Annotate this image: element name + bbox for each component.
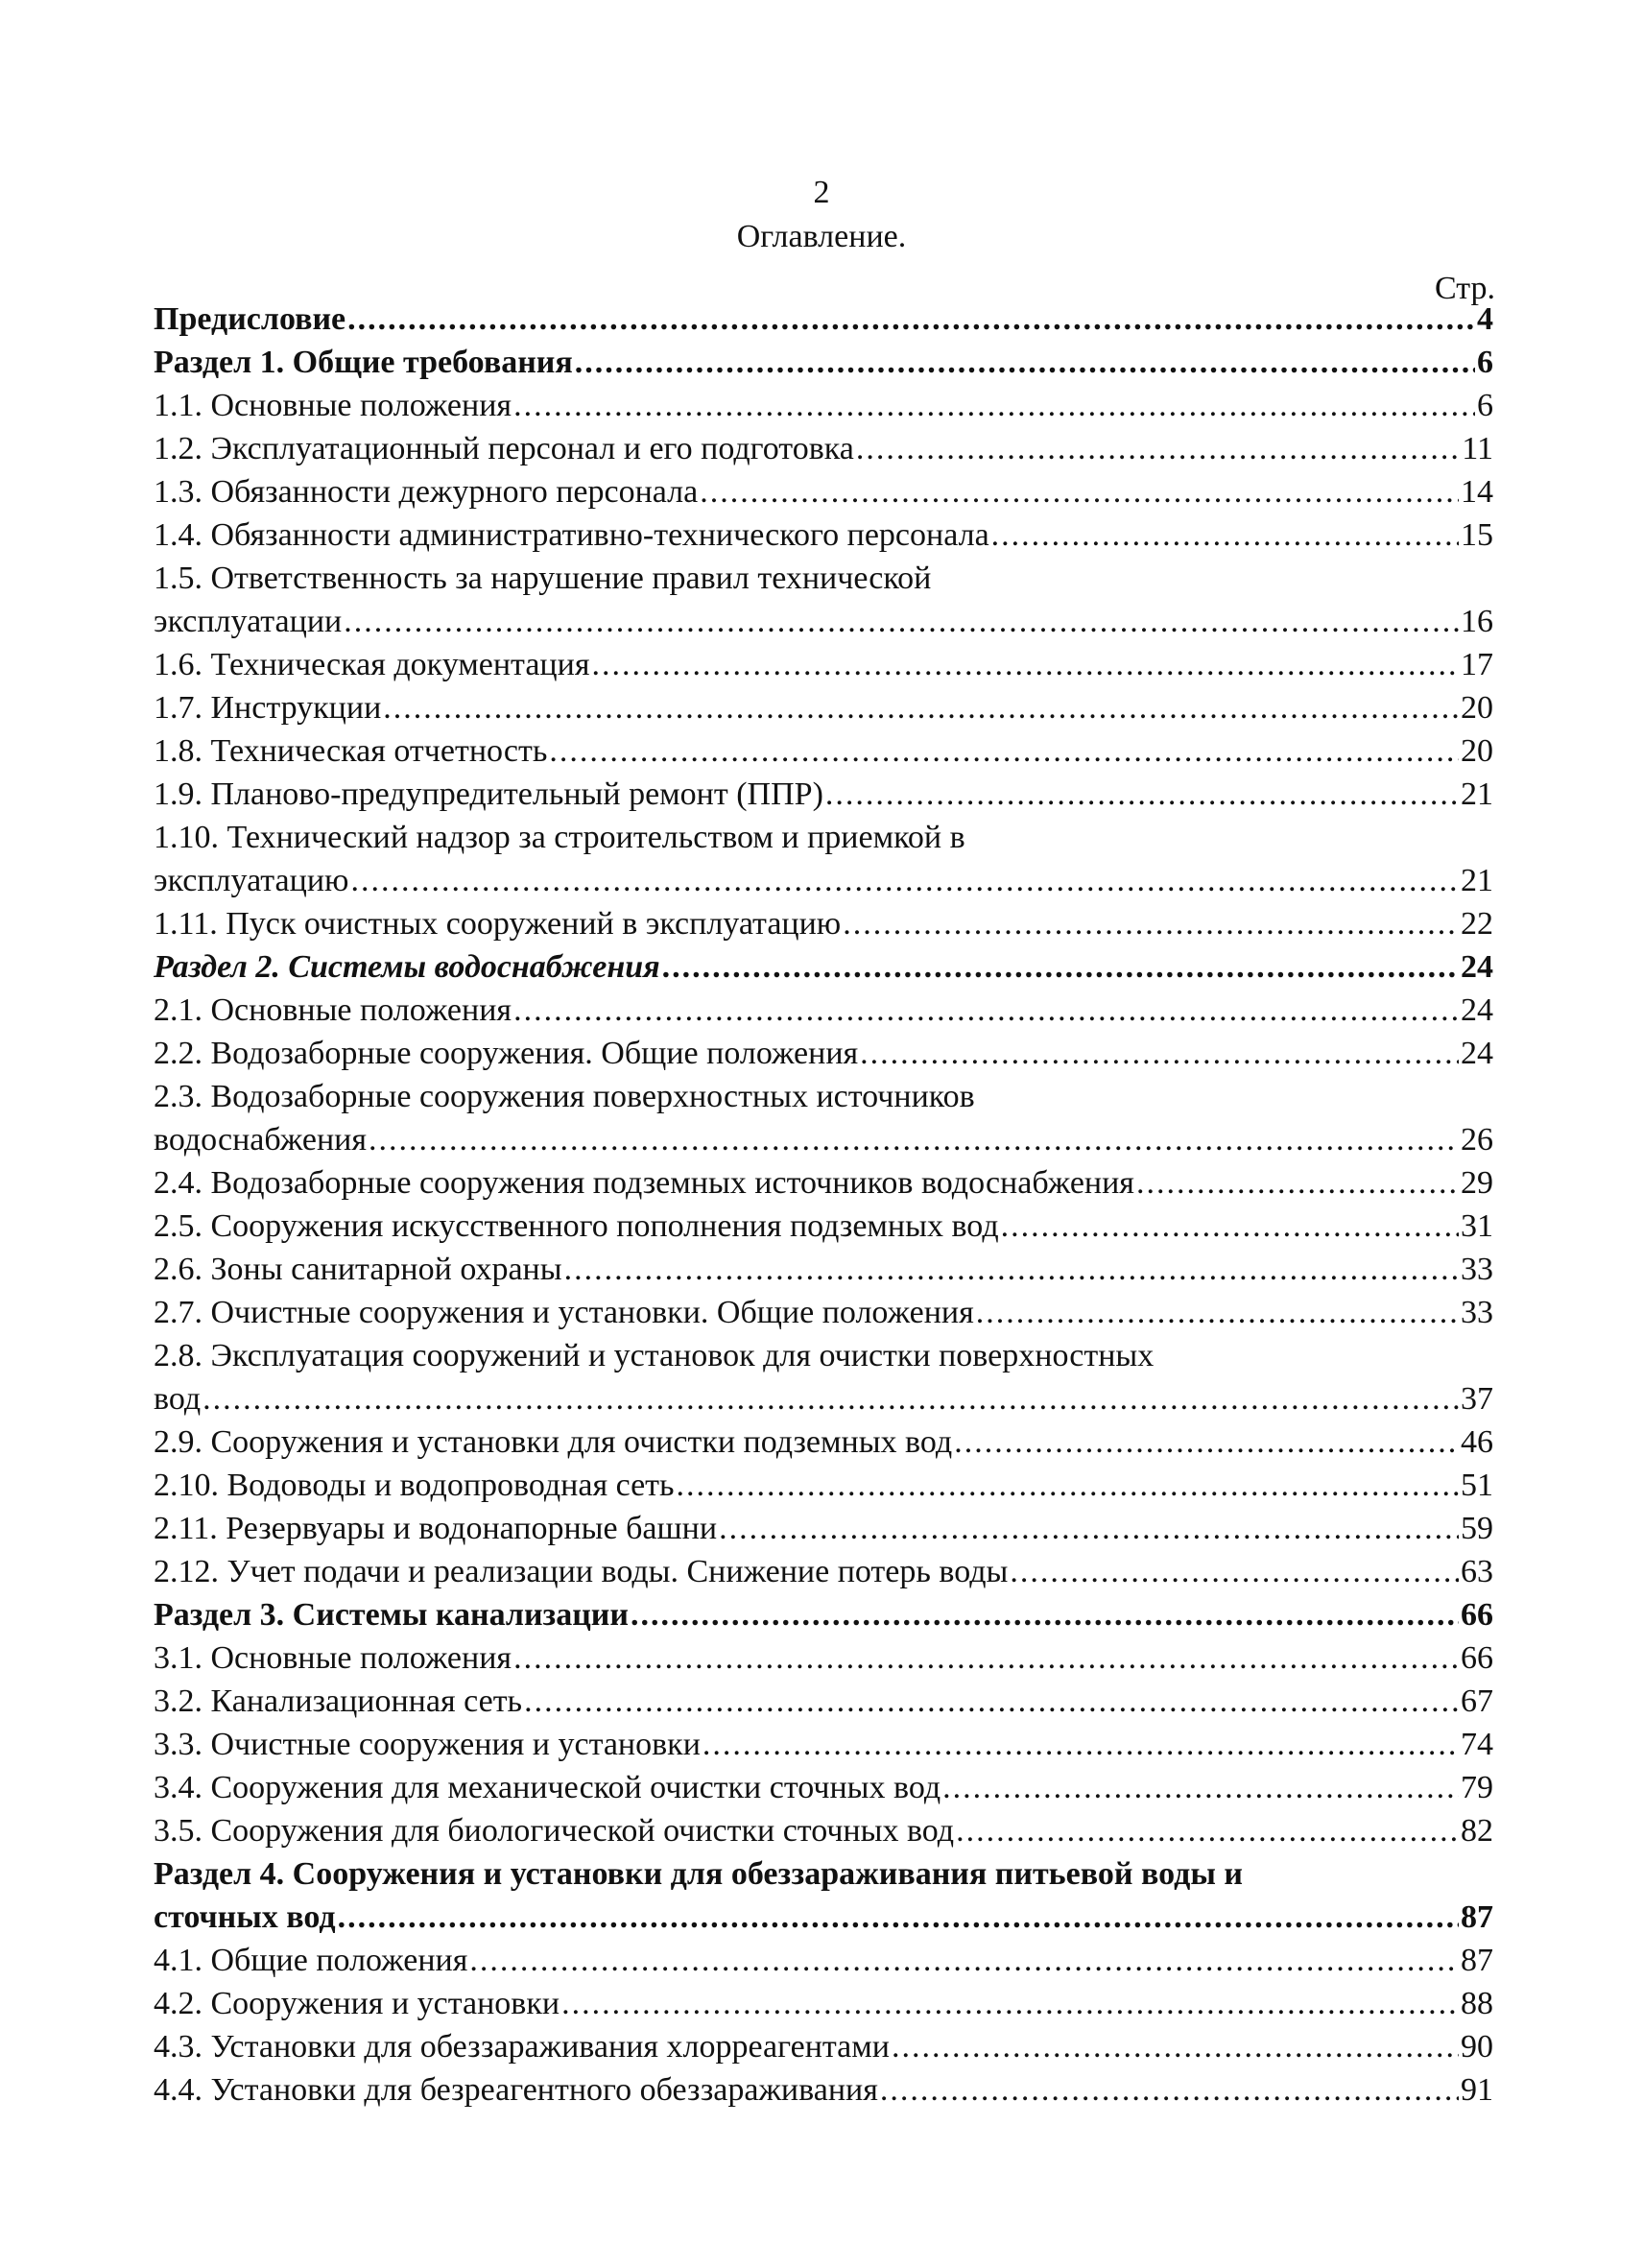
toc-entry	[154, 1161, 1493, 1205]
toc-entry-title: Раздел 3. Системы канализации	[154, 1597, 629, 1633]
toc-entry-page: 11	[1462, 431, 1493, 466]
toc-entry	[154, 1248, 1493, 1291]
toc-entry	[154, 1377, 1493, 1420]
toc-entry-title: 2.12. Учет подачи и реализации воды. Снижение потерь воды	[154, 1554, 1009, 1589]
toc-entry-title: 2.10. Водоводы и водопроводная сеть	[154, 1468, 675, 1503]
toc-entry-page: 37	[1461, 1381, 1493, 1417]
toc-entry-page: 74	[1461, 1727, 1493, 1762]
toc-entry	[154, 1420, 1493, 1464]
toc-entry-title: 2.4. Водозаборные сооружения подземных источников водоснабжения	[154, 1165, 1134, 1201]
toc-entry	[154, 686, 1493, 729]
toc-entry-title: 1.7. Инструкции	[154, 690, 382, 726]
dot-leader	[991, 513, 1459, 557]
toc-entry-title: 4.2. Сооружения и установки	[154, 1986, 560, 2021]
toc-entry	[154, 1766, 1493, 1809]
toc-entry-title: 2.5. Сооружения искусственного пополнения подземных вод	[154, 1208, 999, 1244]
toc-entry	[154, 341, 1493, 384]
dot-leader	[347, 298, 1475, 341]
toc-entry-title: 1.10. Технический надзор за строительством и приемкой в	[154, 820, 965, 855]
toc-entry-title: 1.4. Обязанности административно-технического персонала	[154, 517, 989, 553]
toc-entry-title: Раздел 4. Сооружения и установки для обеззараживания питьевой воды и	[154, 1856, 1243, 1892]
toc-entry-title: 1.5. Ответственность за нарушение правил технической	[154, 561, 932, 596]
toc-entry-title: 2.3. Водозаборные сооружения поверхностных источников	[154, 1079, 975, 1114]
toc-entry-title: 3.4. Сооружения для механической очистки сточных вод	[154, 1770, 941, 1805]
toc-entry	[154, 1464, 1493, 1507]
toc-entry-page: 17	[1461, 647, 1493, 682]
dot-leader	[513, 1636, 1459, 1680]
dot-leader	[662, 945, 1459, 989]
toc-entry-page: 6	[1477, 388, 1493, 423]
toc-entry-title: 2.1. Основные положения	[154, 992, 512, 1028]
toc-entry-page: 14	[1461, 474, 1493, 510]
dot-leader	[860, 1032, 1459, 1075]
dot-leader	[383, 686, 1459, 729]
toc-entry-page: 82	[1461, 1813, 1493, 1849]
dot-leader	[575, 341, 1475, 384]
toc-entry-page: 26	[1461, 1122, 1493, 1158]
dot-leader	[1001, 1205, 1459, 1248]
page-column-header: Стр.	[1434, 271, 1495, 306]
dot-leader	[956, 1809, 1459, 1852]
toc-entry-title: эксплуатацию	[154, 863, 349, 898]
toc-entry-page: 22	[1461, 906, 1493, 942]
toc-entry	[154, 1852, 1493, 1896]
document-title: Оглавление.	[736, 219, 907, 254]
toc-entry-title: 1.1. Основные положения	[154, 388, 512, 423]
toc-entry-title: 3.2. Канализационная сеть	[154, 1683, 523, 1719]
toc-entry	[154, 643, 1493, 686]
dot-leader	[369, 1118, 1459, 1161]
dot-leader	[1010, 1550, 1459, 1593]
toc-entry-title: 3.1. Основные положения	[154, 1640, 512, 1676]
toc-entry-title: водоснабжения	[154, 1122, 367, 1158]
toc-entry	[154, 1680, 1493, 1723]
toc-entry-title: 2.9. Сооружения и установки для очистки подземных вод	[154, 1424, 953, 1460]
toc-entry-page: 16	[1461, 604, 1493, 639]
toc-entry-page: 66	[1461, 1597, 1493, 1633]
toc-entry	[154, 1550, 1493, 1593]
toc-entry-page: 24	[1461, 992, 1493, 1028]
toc-entry-title: 1.3. Обязанности дежурного персонала	[154, 474, 699, 510]
toc-entry-title: вод	[154, 1381, 202, 1417]
toc-entry	[154, 1205, 1493, 1248]
toc-entry-title: 1.9. Планово-предупредительный ремонт (ППР)	[154, 776, 823, 812]
toc-entry	[154, 1032, 1493, 1075]
toc-entry	[154, 989, 1493, 1032]
dot-leader	[513, 989, 1459, 1032]
toc-entry-page: 20	[1461, 733, 1493, 769]
dot-leader	[856, 427, 1460, 470]
toc-entry	[154, 1939, 1493, 1982]
toc-entry-title: Раздел 1. Общие требования	[154, 345, 573, 380]
dot-leader	[549, 729, 1459, 773]
dot-leader	[631, 1593, 1459, 1636]
toc-entry	[154, 513, 1493, 557]
toc-entry-page: 90	[1461, 2029, 1493, 2065]
dot-leader	[564, 1248, 1459, 1291]
dot-leader	[561, 1982, 1459, 2025]
toc-entry-page: 51	[1461, 1468, 1493, 1503]
dot-leader	[700, 470, 1459, 513]
toc-entry-page: 88	[1461, 1986, 1493, 2021]
toc-entry-page: 33	[1461, 1295, 1493, 1330]
toc-entry-page: 79	[1461, 1770, 1493, 1805]
toc-entry-title: 1.6. Техническая документация	[154, 647, 590, 682]
toc-entry-page: 15	[1461, 517, 1493, 553]
toc-entry-page: 46	[1461, 1424, 1493, 1460]
toc-entry-title: 2.8. Эксплуатация сооружений и установок для очистки поверхностных	[154, 1338, 1155, 1373]
toc-entry-page: 4	[1477, 301, 1493, 337]
toc-entry-page: 66	[1461, 1640, 1493, 1676]
toc-entry-page: 29	[1461, 1165, 1493, 1201]
dot-leader	[976, 1291, 1459, 1334]
toc-entry	[154, 298, 1493, 341]
toc-entry-title: 2.7. Очистные сооружения и установки. Общие положения	[154, 1295, 974, 1330]
toc-entry-page: 33	[1461, 1252, 1493, 1287]
dot-leader	[524, 1680, 1459, 1723]
toc-entry-title: 2.11. Резервуары и водонапорные башни	[154, 1511, 718, 1546]
toc-entry-title: 1.2. Эксплуатационный персонал и его подготовка	[154, 431, 854, 466]
toc-entry-page: 20	[1461, 690, 1493, 726]
table-of-contents	[154, 298, 1493, 2112]
toc-entry	[154, 816, 1493, 859]
dot-leader	[469, 1939, 1459, 1982]
toc-entry	[154, 1291, 1493, 1334]
toc-entry	[154, 1334, 1493, 1377]
toc-entry	[154, 600, 1493, 643]
toc-entry	[154, 2025, 1493, 2068]
toc-entry-page: 67	[1461, 1683, 1493, 1719]
dot-leader	[677, 1464, 1459, 1507]
toc-entry-title: 2.6. Зоны санитарной охраны	[154, 1252, 562, 1287]
toc-entry	[154, 2068, 1493, 2112]
toc-entry-title: сточных вод	[154, 1899, 336, 1935]
toc-entry	[154, 557, 1493, 600]
toc-entry-title: 3.5. Сооружения для биологической очистки сточных вод	[154, 1813, 955, 1849]
dot-leader	[1136, 1161, 1459, 1205]
toc-entry-title: 4.1. Общие положения	[154, 1943, 468, 1978]
toc-entry-title: 3.3. Очистные сооружения и установки	[154, 1727, 701, 1762]
toc-entry	[154, 1896, 1493, 1939]
toc-entry-page: 24	[1461, 949, 1493, 985]
dot-leader	[880, 2068, 1459, 2112]
dot-leader	[338, 1896, 1459, 1939]
toc-entry	[154, 1593, 1493, 1636]
dot-leader	[954, 1420, 1459, 1464]
toc-entry-page: 24	[1461, 1036, 1493, 1071]
toc-entry	[154, 859, 1493, 902]
toc-entry-title: Раздел 2. Системы водоснабжения	[154, 949, 660, 985]
page-number: 2	[813, 175, 830, 210]
toc-entry	[154, 1507, 1493, 1550]
dot-leader	[825, 773, 1459, 816]
toc-entry-page: 87	[1461, 1943, 1493, 1978]
toc-entry-page: 21	[1461, 776, 1493, 812]
dot-leader	[719, 1507, 1459, 1550]
toc-entry	[154, 427, 1493, 470]
dot-leader	[892, 2025, 1459, 2068]
toc-entry-title: 2.2. Водозаборные сооружения. Общие положения	[154, 1036, 859, 1071]
dot-leader	[344, 600, 1459, 643]
toc-entry	[154, 1075, 1493, 1118]
toc-entry	[154, 1636, 1493, 1680]
toc-entry	[154, 902, 1493, 945]
toc-entry	[154, 945, 1493, 989]
toc-entry-title: эксплуатации	[154, 604, 343, 639]
toc-entry	[154, 1118, 1493, 1161]
toc-entry	[154, 1982, 1493, 2025]
toc-entry-title: 4.3. Установки для обеззараживания хлорреагентами	[154, 2029, 890, 2065]
dot-leader	[350, 859, 1459, 902]
toc-entry-page: 91	[1461, 2072, 1493, 2108]
toc-entry-page: 87	[1461, 1899, 1493, 1935]
toc-entry-page: 21	[1461, 863, 1493, 898]
toc-entry-page: 63	[1461, 1554, 1493, 1589]
dot-leader	[843, 902, 1459, 945]
toc-entry	[154, 470, 1493, 513]
toc-entry-title: 1.8. Техническая отчетность	[154, 733, 548, 769]
toc-entry	[154, 384, 1493, 427]
dot-leader	[942, 1766, 1459, 1809]
dot-leader	[702, 1723, 1459, 1766]
toc-entry	[154, 1809, 1493, 1852]
toc-entry-title: 4.4. Установки для безреагентного обеззараживания	[154, 2072, 878, 2108]
toc-entry	[154, 1723, 1493, 1766]
toc-entry-title: Предисловие	[154, 301, 346, 337]
toc-entry	[154, 729, 1493, 773]
toc-entry-title: 1.11. Пуск очистных сооружений в эксплуатацию	[154, 906, 842, 942]
dot-leader	[202, 1377, 1459, 1420]
dot-leader	[591, 643, 1459, 686]
toc-entry-page: 59	[1461, 1511, 1493, 1546]
toc-entry-page: 31	[1461, 1208, 1493, 1244]
toc-entry	[154, 773, 1493, 816]
toc-entry-page: 6	[1477, 345, 1493, 380]
dot-leader	[513, 384, 1475, 427]
